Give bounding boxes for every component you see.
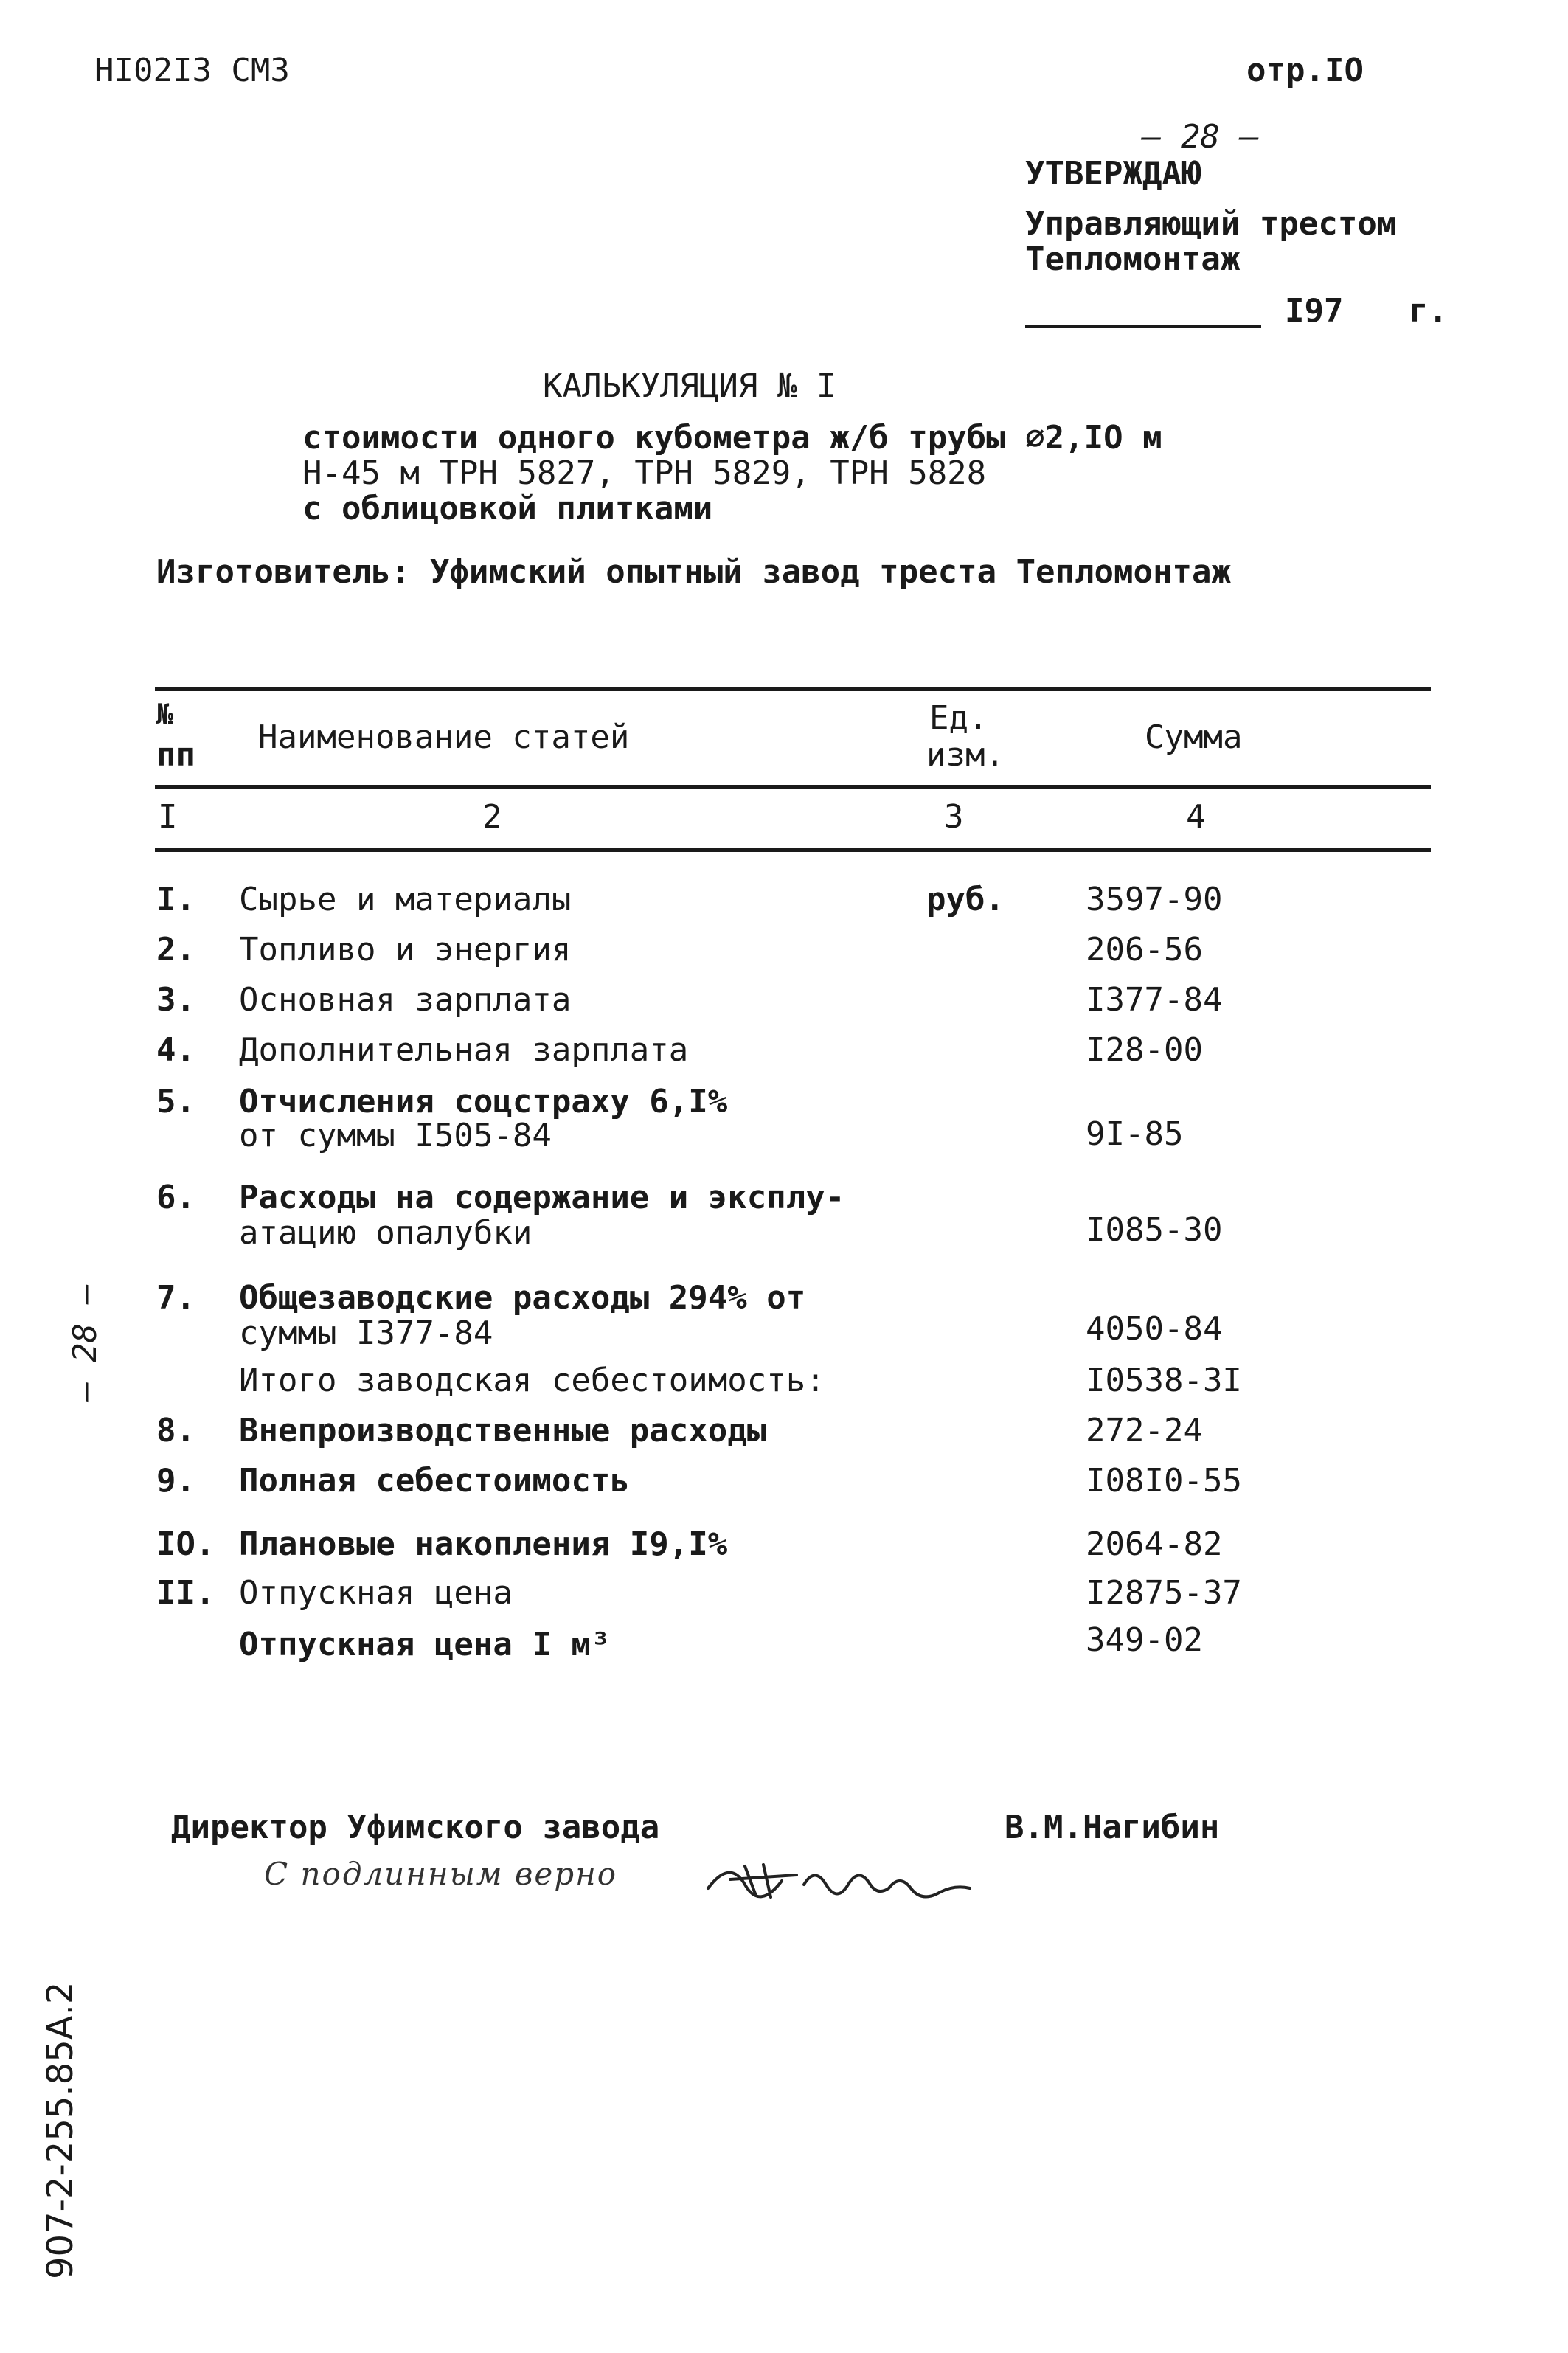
- page-ref: отр.IO: [1246, 52, 1364, 89]
- approver-title: Управляющий трестом: [1025, 205, 1397, 243]
- row-sum: 349-02: [1086, 1621, 1203, 1659]
- approval-signature-line: [1025, 325, 1261, 328]
- row-name: Плановые накопления I9,I%: [239, 1525, 728, 1563]
- certified-copy-note: С подлинным верно: [264, 1856, 618, 1892]
- row-sum: 4050-84: [1086, 1310, 1223, 1348]
- row-num: 4.: [156, 1031, 195, 1069]
- row-name-cont: суммы I377-84: [239, 1314, 493, 1352]
- row-num: 6.: [156, 1179, 195, 1216]
- col-number-3: 3: [944, 798, 964, 836]
- table-colnum-rule: [155, 848, 1431, 852]
- col-header-num-1: №: [156, 698, 173, 730]
- row-name: Полная себестоимость: [239, 1462, 630, 1500]
- col-number-1: I: [158, 798, 178, 836]
- col-header-unit-1: Ед.: [929, 699, 988, 737]
- row-name: Общезаводские расходы 294% от: [239, 1279, 806, 1317]
- approve-label: УТВЕРЖДАЮ: [1025, 155, 1201, 193]
- row-num: 9.: [156, 1462, 195, 1500]
- col-number-4: 4: [1186, 798, 1206, 836]
- row-name: Отпускная цена I м³: [239, 1626, 611, 1663]
- handwritten-signature: [701, 1844, 1010, 1910]
- row-name: Расходы на содержание и эксплу-: [239, 1179, 845, 1216]
- row-sum: 2064-82: [1086, 1525, 1223, 1563]
- row-sum: I2875-37: [1086, 1574, 1242, 1612]
- row-name: Топливо и энергия: [239, 931, 572, 968]
- approval-year-suffix: г.: [1409, 292, 1448, 330]
- row-sum: 9I-85: [1086, 1115, 1184, 1153]
- director-title: Директор Уфимского завода: [171, 1809, 660, 1846]
- row-num: 2.: [156, 931, 195, 968]
- row-name: Внепроизводственные расходы: [239, 1412, 767, 1449]
- approval-year: I97: [1285, 292, 1344, 330]
- doc-code: НI02I3 СМЗ: [94, 52, 290, 89]
- row-unit: руб.: [926, 881, 1005, 918]
- table-header-rule: [155, 785, 1431, 789]
- row-name-cont: от суммы I505-84: [239, 1117, 552, 1154]
- page-number: – 28 –: [1142, 118, 1259, 156]
- row-name-cont: атацию опалубки: [239, 1214, 533, 1252]
- col-header-name: Наименование статей: [258, 718, 630, 756]
- row-name: Сырье и материалы: [239, 881, 572, 918]
- row-sum: 3597-90: [1086, 881, 1223, 918]
- row-sum: 272-24: [1086, 1412, 1203, 1449]
- row-num: 3.: [156, 981, 195, 1019]
- row-sum: 206-56: [1086, 931, 1203, 968]
- row-sum: I0538-3I: [1086, 1362, 1242, 1399]
- row-sum: I377-84: [1086, 981, 1223, 1019]
- calculation-title: КАЛЬКУЛЯЦИЯ № I: [543, 367, 836, 405]
- row-name: Отчисления соцстраху 6,I%: [239, 1083, 728, 1120]
- manufacturer: Изготовитель: Уфимский опытный завод треста Тепломонтаж: [156, 553, 1231, 591]
- row-sum: I08I0-55: [1086, 1462, 1242, 1500]
- row-num: 7.: [156, 1279, 195, 1317]
- col-header-num-2: пп: [156, 736, 195, 774]
- row-name: Отпускная цена: [239, 1574, 513, 1612]
- row-sum: I28-00: [1086, 1031, 1203, 1069]
- col-number-2: 2: [482, 798, 502, 836]
- side-page-mark: – 28 –: [66, 1284, 104, 1401]
- col-header-sum: Сумма: [1145, 718, 1243, 756]
- col-header-unit-2: изм.: [926, 736, 1005, 774]
- row-num: I.: [156, 881, 195, 918]
- side-doc-number: 907-2-255.85А.2: [40, 1981, 81, 2279]
- director-name: В.М.Нагибин: [1005, 1809, 1220, 1846]
- row-sum: I085-30: [1086, 1211, 1223, 1249]
- row-num: 8.: [156, 1412, 195, 1449]
- subject-line-2: Н-45 м ТРН 5827, ТРН 5829, ТРН 5828: [302, 454, 987, 492]
- row-num: 5.: [156, 1083, 195, 1120]
- table-top-rule: [155, 687, 1431, 691]
- subject-line-3: с облицовкой плитками: [302, 490, 713, 527]
- row-num: IO.: [156, 1525, 215, 1563]
- approver-org: Тепломонтаж: [1025, 240, 1241, 278]
- row-num: II.: [156, 1574, 215, 1612]
- row-name: Итого заводская себестоимость:: [239, 1362, 825, 1399]
- row-name: Дополнительная зарплата: [239, 1031, 689, 1069]
- subject-line-1: стоимости одного кубометра ж/б трубы ∅2,IO м: [302, 419, 1162, 457]
- row-name: Основная зарплата: [239, 981, 572, 1019]
